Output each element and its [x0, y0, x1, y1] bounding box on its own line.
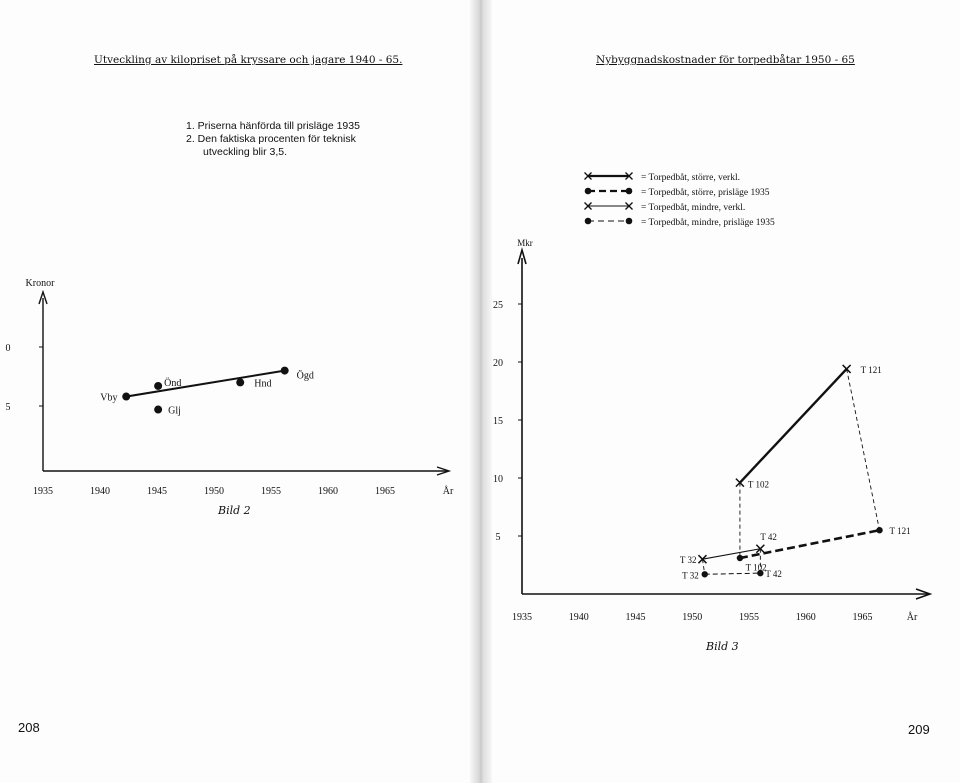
point-label: Ögd — [296, 370, 314, 382]
y-tick-label: 5 — [495, 532, 501, 543]
series-line-1 — [740, 369, 847, 483]
x-tick-label: 1960 — [795, 612, 816, 623]
point-label: Önd — [164, 377, 182, 389]
x-tick-label: 1935 — [512, 612, 532, 623]
right-caption: Bild 3 — [706, 640, 739, 653]
x-axis-title: År — [906, 612, 918, 623]
point-label: Hnd — [254, 378, 272, 390]
legend-label-4: = Torpedbåt, mindre, prisläge 1935 — [641, 218, 775, 228]
x-tick-label: 1940 — [90, 486, 110, 497]
series-point-label: T 102 — [747, 479, 770, 490]
connector-line — [847, 369, 880, 530]
y-tick-label: 0 — [5, 343, 11, 354]
series-line-3 — [702, 549, 760, 559]
x-tick-label: 1950 — [204, 486, 224, 497]
y-axis-title: Mkr — [517, 238, 533, 248]
legend-label-1: = Torpedbåt, större, verkl. — [641, 173, 740, 183]
series-point-label: T 32 — [679, 555, 697, 566]
series-line-4 — [705, 573, 761, 574]
left-chart-heading: Utveckling av kilopriset på kryssare och jagare 1940 - 65. — [94, 54, 403, 66]
x-tick-label: 1945 — [147, 486, 167, 497]
series-marker-x — [843, 365, 851, 373]
x-tick-label: 1940 — [568, 612, 589, 623]
series-point-label: T 42 — [765, 569, 782, 580]
legend-marker-dot — [585, 188, 592, 195]
legend-marker-dot — [585, 218, 592, 225]
series-point-label: T 121 — [889, 526, 911, 537]
series-marker-dot — [702, 571, 708, 577]
note-line-3: utveckling blir 3,5. — [203, 146, 288, 158]
series-marker-dot — [737, 555, 743, 561]
x-tick-label: 1960 — [318, 486, 338, 497]
series-point-label: T 102 — [745, 562, 767, 573]
point-label: Vby — [100, 392, 118, 404]
x-tick-label: 1965 — [852, 612, 873, 623]
x-axis-title: År — [442, 486, 454, 497]
legend-label-3: = Torpedbåt, mindre, verkl. — [641, 203, 746, 213]
legend-marker-dot — [626, 218, 633, 225]
right-page-number: 209 — [908, 722, 930, 737]
y-axis-title: Kronor — [25, 278, 55, 289]
left-caption: Bild 2 — [218, 504, 251, 517]
x-tick-label: 1935 — [33, 486, 53, 497]
legend-label-2: = Torpedbåt, större, prisläge 1935 — [641, 188, 770, 198]
series-point-label: T 42 — [760, 531, 777, 542]
series-marker-dot — [876, 527, 882, 533]
y-tick-label: 25 — [493, 300, 503, 311]
x-tick-label: 1955 — [739, 612, 759, 623]
x-tick-label: 1950 — [682, 612, 703, 623]
y-tick-label: 20 — [493, 358, 503, 369]
y-tick-label: 5 — [5, 402, 11, 413]
series-point-label: T 32 — [682, 570, 699, 581]
x-tick-label: 1945 — [625, 612, 646, 623]
series-point-label: T 121 — [860, 364, 882, 375]
y-tick-label: 15 — [493, 416, 503, 427]
note-line-1: 1. Priserna hänförda till prisläge 1935 — [186, 120, 360, 132]
point-label: Glj — [168, 405, 181, 417]
note-line-2: 2. Den faktiska procenten för teknisk — [186, 133, 356, 145]
left-page-number: 208 — [18, 720, 40, 735]
x-tick-label: 1965 — [375, 486, 395, 497]
x-tick-label: 1955 — [261, 486, 281, 497]
right-chart-heading: Nybyggnadskostnader för torpedbåtar 1950 - 65 — [596, 54, 855, 66]
y-tick-label: 10 — [493, 474, 503, 485]
legend-marker-dot — [626, 188, 633, 195]
